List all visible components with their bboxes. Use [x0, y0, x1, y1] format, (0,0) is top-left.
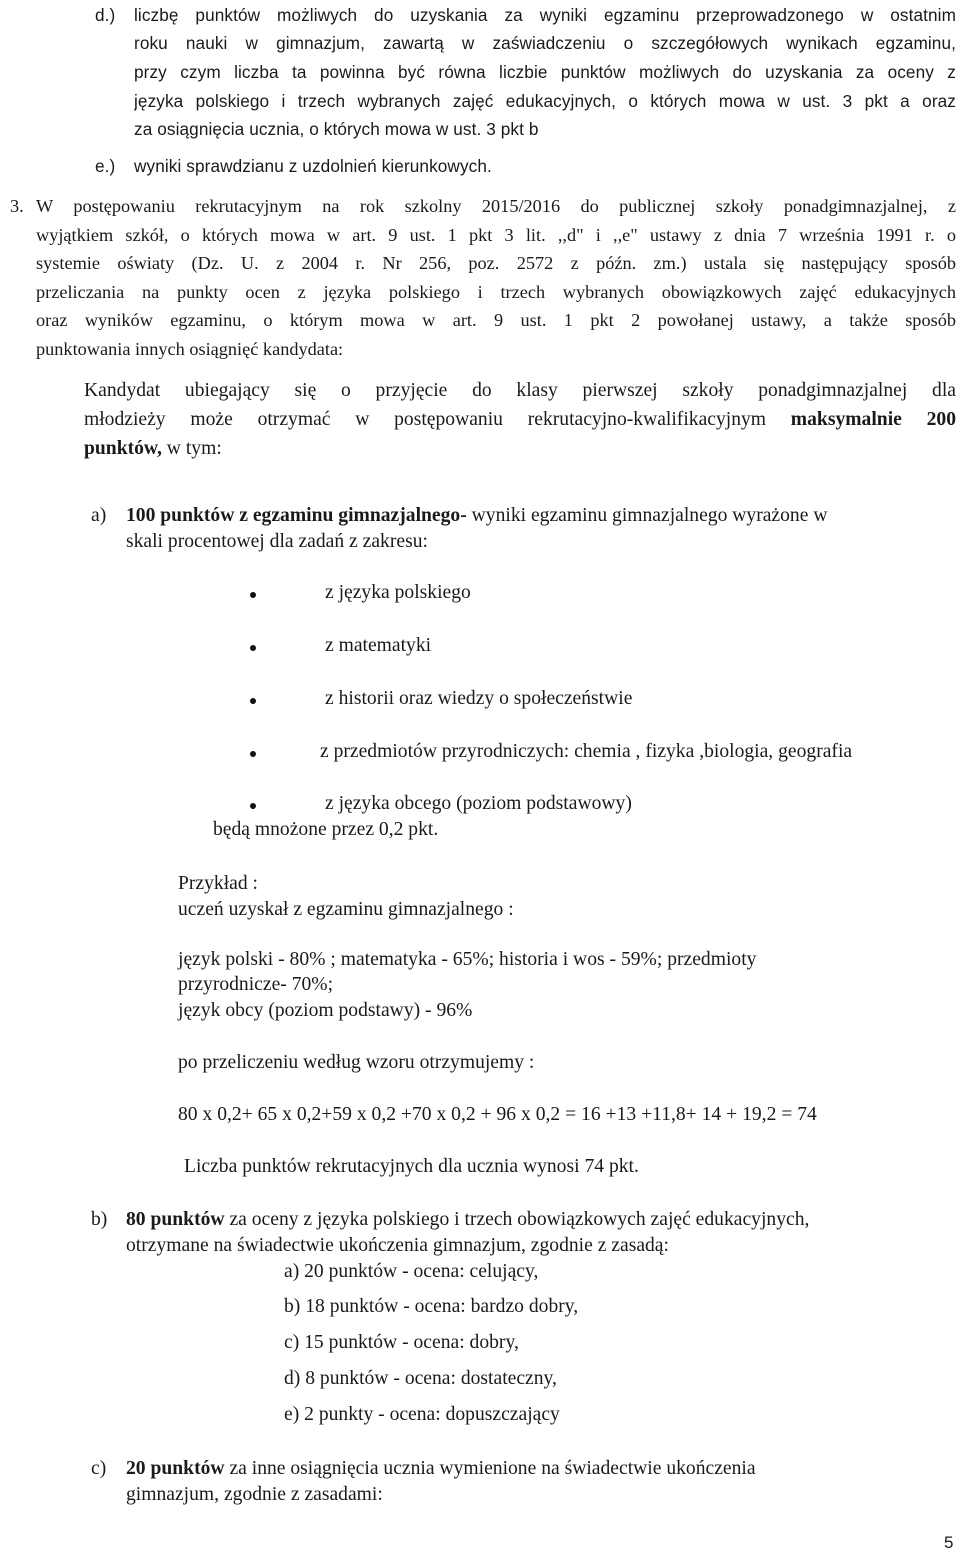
section-d-line-2: roku nauki w gimnazjum, zawartą w zaświadczeniu o szczegółowych wynikach egzaminu, — [134, 33, 956, 53]
example-result: Liczba punktów rekrutacyjnych dla ucznia wynosi 74 pkt. — [184, 1156, 639, 1177]
item-a-multiplier: będą mnożone przez 0,2 pkt. — [213, 819, 439, 840]
item-c-marker: c) — [91, 1458, 107, 1479]
grade-item-2: b) 18 punktów - ocena: bardzo dobry, — [284, 1296, 579, 1317]
section-e-text: wyniki sprawdzianu z uzdolnień kierunkowych. — [134, 156, 492, 176]
bullet-item-4: z przedmiotów przyrodniczych: chemia , fizyka ,biologia, geografia — [320, 741, 853, 762]
item-a-line-1 — [126, 505, 827, 527]
section-3-line-3: systemie oświaty (Dz. U. z 2004 r. Nr 256, poz. 2572 z późn. zm.) ustala się następujący sposób — [36, 253, 956, 273]
grade-item-1: a) 20 punktów - ocena: celujący, — [284, 1261, 539, 1282]
grade-item-4: d) 8 punktów - ocena: dostateczny, — [284, 1368, 557, 1389]
intro-max-points: maksymalnie 200 — [790, 409, 956, 430]
section-3-line-2: wyjątkiem szkół, o których mowa w art. 9 ust. 1 pkt 3 lit. ,,d" i ,,e" ustawy z dnia 7 września 1991 r. o — [36, 225, 956, 245]
page-number: 5 — [944, 1533, 954, 1552]
example-scores-1: język polski - 80% ; matematyka - 65%; historia i wos - 59%; przedmioty — [178, 949, 757, 970]
grade-item-3: c) 15 punktów - ocena: dobry, — [284, 1332, 519, 1353]
intro-line-1: Kandydat ubiegający się o przyjęcie do klasy pierwszej szkoły ponadgimnazjalnej dla — [84, 380, 956, 401]
example-line-1: uczeń uzyskał z egzaminu gimnazjalnego : — [178, 899, 514, 920]
section-d-line-3: przy czym liczba ta powinna być równa liczbie punktów możliwych do uzyskania za oceny z — [134, 62, 956, 82]
bullet-item-5: z języka obcego (poziom podstawowy) — [325, 793, 632, 814]
intro-line-2 — [84, 409, 956, 431]
bullet-item-2: z matematyki — [325, 635, 432, 656]
item-b-marker: b) — [91, 1209, 108, 1230]
intro-in-that: w tym: — [161, 438, 222, 459]
section-3-line-1: W postępowaniu rekrutacyjnym na rok szkolny 2015/2016 do publicznej szkoły ponadgimnazjalnej, z — [36, 196, 956, 216]
bullet-icon — [250, 592, 256, 598]
item-c-bold: 20 punktów — [126, 1458, 225, 1479]
example-scores-3: język obcy (poziom podstawy) - 96% — [178, 1000, 473, 1021]
bullet-icon — [250, 751, 256, 757]
example-formula: 80 x 0,2+ 65 x 0,2+59 x 0,2 +70 x 0,2 + 96 x 0,2 = 16 +13 +11,8+ 14 + 19,2 = 74 — [178, 1104, 817, 1125]
item-b-line-1 — [126, 1209, 809, 1231]
bullet-icon — [250, 698, 256, 704]
section-3-line-6: punktowania innych osiągnięć kandydata: — [36, 339, 344, 359]
item-c-line-1 — [126, 1458, 756, 1480]
section-3-line-4: przeliczania na punkty ocen z języka polskiego i trzech wybranych obowiązkowych zajęć edukacyjnych — [36, 282, 956, 302]
item-a-line-2: skali procentowej dla zadań z zakresu: — [126, 531, 428, 552]
bullet-icon — [250, 803, 256, 809]
intro-line-3 — [84, 438, 222, 460]
example-formula-label: po przeliczeniu według wzoru otrzymujemy : — [178, 1052, 535, 1073]
intro-line-2-text: młodzieży może otrzymać w postępowaniu rekrutacyjno-kwalifikacyjnym — [84, 409, 791, 430]
item-b-line-2: otrzymane na świadectwie ukończenia gimnazjum, zgodnie z zasadą: — [126, 1235, 669, 1256]
section-d-marker: d.) — [95, 5, 116, 25]
section-d-line-5: za osiągnięcia ucznia, o których mowa w ust. 3 pkt b — [134, 119, 539, 139]
item-c-line-2: gimnazjum, zgodnie z zasadami: — [126, 1484, 383, 1505]
example-label: Przykład : — [178, 873, 258, 894]
section-e-marker: e.) — [95, 156, 116, 176]
intro-points-word: punktów, — [84, 438, 162, 459]
example-scores-2: przyrodnicze- 70%; — [178, 974, 334, 995]
item-a-bold: 100 punktów z egzaminu gimnazjalnego- — [126, 505, 467, 526]
bullet-icon — [250, 645, 256, 651]
grade-item-5: e) 2 punkty - ocena: dopuszczający — [284, 1404, 560, 1425]
section-3-marker: 3. — [10, 196, 24, 216]
item-c-rest: za inne osiągnięcia ucznia wymienione na świadectwie ukończenia — [224, 1458, 756, 1479]
section-d-line-4: języka polskiego i trzech wybranych zajęć edukacyjnych, o których mowa w ust. 3 pkt a oraz — [134, 91, 956, 111]
item-b-bold: 80 punktów — [126, 1209, 225, 1230]
section-d-line-1: liczbę punktów możliwych do uzyskania za wyniki egzaminu przeprowadzonego w ostatnim — [134, 5, 956, 25]
item-a-rest: wyniki egzaminu gimnazjalnego wyrażone w — [466, 505, 828, 526]
bullet-item-3: z historii oraz wiedzy o społeczeństwie — [325, 688, 633, 709]
item-b-rest: za oceny z języka polskiego i trzech obowiązkowych zajęć edukacyjnych, — [224, 1209, 810, 1230]
section-3-line-5: oraz wyników egzaminu, o którym mowa w art. 9 ust. 1 pkt 2 powołanej ustawy, a także sposób — [36, 310, 956, 330]
bullet-item-1: z języka polskiego — [325, 582, 471, 603]
item-a-marker: a) — [91, 505, 107, 526]
